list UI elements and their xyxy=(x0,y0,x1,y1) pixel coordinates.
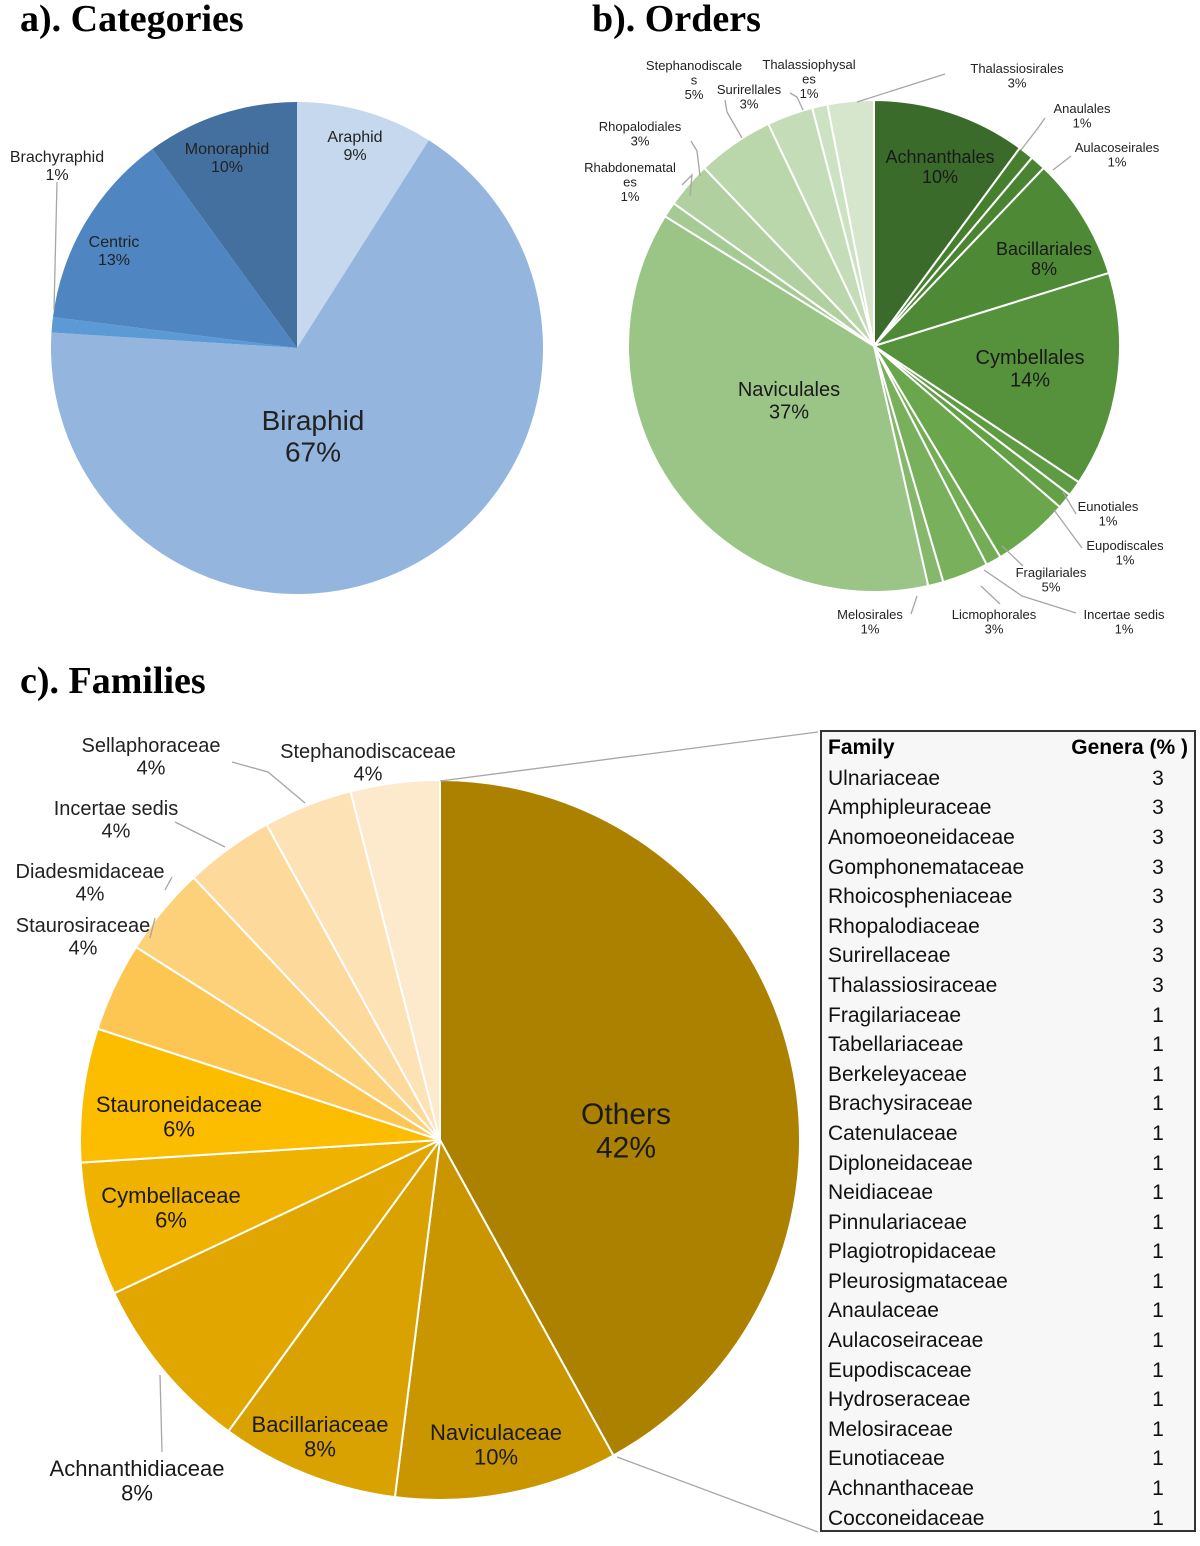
label-achnanthidiaceae: Achnanthidiaceae 8% xyxy=(49,1456,225,1506)
genera-percent: 1 xyxy=(1152,1477,1164,1501)
label-achnanthales: Achnanthales 10% xyxy=(885,147,995,188)
family-name: Diploneidaceae xyxy=(828,1151,973,1175)
family-name: Surirellaceae xyxy=(828,944,951,968)
panel-b-title: b). Orders xyxy=(592,0,761,40)
label-melosirales: Melosirales 1% xyxy=(837,607,903,637)
leader-brachyraphid xyxy=(54,182,57,310)
orders-pie xyxy=(628,100,1120,592)
panel-c-title: c). Families xyxy=(20,660,206,702)
genera-percent: 3 xyxy=(1152,973,1164,997)
label-rhopalodiales: Rhopalodiales 3% xyxy=(598,119,682,149)
label-centric: Centric 13% xyxy=(88,234,140,269)
table-row xyxy=(822,1119,1194,1149)
label-incertae-sedis: Incertae sedis 4% xyxy=(53,798,179,843)
table-row xyxy=(822,971,1194,1001)
family-name: Melosiraceae xyxy=(828,1417,953,1441)
family-name: Eupodiscaceae xyxy=(828,1358,972,1382)
label-biraphid: Biraphid 67% xyxy=(261,405,365,468)
label-brachyraphid: Brachyraphid 1% xyxy=(9,149,105,184)
table-row xyxy=(822,1385,1194,1415)
label-eupodiscales: Eupodiscales 1% xyxy=(1086,538,1164,568)
label-rhabdonematales: Rhabdonematal es 1% xyxy=(584,160,676,205)
genera-percent: 1 xyxy=(1152,1003,1164,1027)
table-row xyxy=(822,1149,1194,1179)
label-naviculales: Naviculales 37% xyxy=(737,379,841,424)
genera-percent: 1 xyxy=(1152,1506,1164,1530)
table-row xyxy=(822,1474,1194,1504)
label-monoraphid: Monoraphid 10% xyxy=(184,141,270,176)
table-row xyxy=(822,764,1194,794)
leader-licmophorales xyxy=(981,586,1000,604)
genera-percent: 1 xyxy=(1152,1062,1164,1086)
table-row xyxy=(822,1178,1194,1208)
leader-diadesmidaceae xyxy=(165,877,172,890)
table-row xyxy=(822,794,1194,824)
label-stauroneidaceae: Stauroneidaceae 6% xyxy=(95,1092,263,1142)
genera-percent: 1 xyxy=(1152,1092,1164,1116)
label-araphid: Araphid 9% xyxy=(327,129,383,164)
leader-thalassiosirales xyxy=(857,74,945,102)
table-row xyxy=(822,942,1194,972)
table-row xyxy=(822,1090,1194,1120)
label-cymbellaceae: Cymbellaceae 6% xyxy=(101,1183,241,1233)
label-cymbellales: Cymbellales 14% xyxy=(975,347,1085,392)
genera-percent: 3 xyxy=(1152,855,1164,879)
family-name: Catenulaceae xyxy=(828,1121,958,1145)
label-others: Others 42% xyxy=(580,1098,672,1165)
label-surirellales: Surirellales 3% xyxy=(716,82,782,112)
genera-percent: 1 xyxy=(1152,1240,1164,1264)
label-incertae-sedis: Incertae sedis 1% xyxy=(1083,607,1165,637)
leader-aulacoseirales xyxy=(1053,156,1071,170)
label-stephanodiscales: Stephanodiscale s 5% xyxy=(645,58,743,103)
label-aulacoseirales: Aulacoseirales 1% xyxy=(1074,140,1160,170)
families-table xyxy=(820,730,1196,1532)
family-name: Hydroseraceae xyxy=(828,1388,971,1412)
family-name: Aulacoseiraceae xyxy=(828,1329,984,1353)
categories-pie xyxy=(51,102,543,594)
label-stephanodiscaceae: Stephanodiscaceae 4% xyxy=(280,741,456,786)
family-name: Anomoeoneidaceae xyxy=(828,825,1015,849)
genera-percent: 1 xyxy=(1152,1269,1164,1293)
table-row xyxy=(822,1415,1194,1445)
table-row xyxy=(822,1326,1194,1356)
table-row xyxy=(822,1238,1194,1268)
table-row xyxy=(822,823,1194,853)
family-name: Tabellariaceae xyxy=(828,1033,964,1057)
genera-percent: 1 xyxy=(1152,1388,1164,1412)
family-name: Fragilariaceae xyxy=(828,1003,962,1027)
label-fragilariales: Fragilariales 5% xyxy=(1015,565,1087,595)
families-table-header xyxy=(822,732,1194,764)
family-name: Pinnulariaceae xyxy=(828,1210,967,1234)
genera-percent: 1 xyxy=(1152,1121,1164,1145)
label-bacillariaceae: Bacillariaceae 8% xyxy=(251,1412,389,1462)
family-name: Eunotiaceae xyxy=(828,1447,945,1471)
leader-anaulales xyxy=(1021,118,1045,150)
label-thalassiosirales: Thalassiosirales 3% xyxy=(970,61,1064,91)
family-name: Plagiotropidaceae xyxy=(828,1240,997,1264)
genera-percent: 3 xyxy=(1152,825,1164,849)
leader-melosirales xyxy=(911,596,917,614)
genera-percent: 1 xyxy=(1152,1417,1164,1441)
label-thalassiophysales: Thalassiophysal es 1% xyxy=(762,57,856,102)
genera-percent: 1 xyxy=(1152,1033,1164,1057)
family-name: Anaulaceae xyxy=(828,1299,939,1323)
genera-percent: 1 xyxy=(1152,1447,1164,1471)
label-bacillariales: Bacillariales 8% xyxy=(995,239,1093,280)
family-name: Achnanthaceae xyxy=(828,1477,974,1501)
table-row xyxy=(822,882,1194,912)
family-name: Ulnariaceae xyxy=(828,766,941,790)
genera-column-header: Genera (% ) xyxy=(1071,736,1188,759)
genera-percent: 3 xyxy=(1152,885,1164,909)
panel-a-title: a). Categories xyxy=(20,0,244,40)
family-name: Rhoicospheniaceae xyxy=(828,885,1013,909)
genera-percent: 1 xyxy=(1152,1210,1164,1234)
genera-percent: 3 xyxy=(1152,944,1164,968)
table-row xyxy=(822,1060,1194,1090)
leader-table-bottom xyxy=(617,1457,818,1532)
family-name: Gomphonemataceae xyxy=(828,855,1025,879)
table-row xyxy=(822,1297,1194,1327)
genera-percent: 1 xyxy=(1152,1151,1164,1175)
genera-percent: 1 xyxy=(1152,1299,1164,1323)
label-eunotiales: Eunotiales 1% xyxy=(1077,499,1139,529)
table-row xyxy=(822,1208,1194,1238)
family-name: Neidiaceae xyxy=(828,1181,934,1205)
table-row xyxy=(822,1356,1194,1386)
label-staurosiraceae: Staurosiraceae 4% xyxy=(15,915,151,960)
family-column-header: Family xyxy=(828,736,895,759)
family-name: Berkeleyaceae xyxy=(828,1062,967,1086)
family-name: Brachysiraceae xyxy=(828,1092,973,1116)
genera-percent: 1 xyxy=(1152,1181,1164,1205)
leader-sellaphoraceae xyxy=(232,762,305,803)
genera-percent: 1 xyxy=(1152,1358,1164,1382)
genera-percent: 3 xyxy=(1152,796,1164,820)
label-anaulales: Anaulales 1% xyxy=(1053,101,1111,131)
family-name: Rhopalodiaceae xyxy=(828,914,980,938)
family-name: Amphipleuraceae xyxy=(828,796,992,820)
table-row xyxy=(822,1267,1194,1297)
genera-percent: 3 xyxy=(1152,914,1164,938)
table-row xyxy=(822,912,1194,942)
table-row xyxy=(822,1445,1194,1475)
leader-table-top xyxy=(440,732,818,781)
genera-percent: 3 xyxy=(1152,766,1164,790)
label-licmophorales: Licmophorales 3% xyxy=(951,607,1037,637)
genera-percent: 1 xyxy=(1152,1329,1164,1353)
label-naviculaceae: Naviculaceae 10% xyxy=(429,1420,563,1470)
leader-incertae-sedis-fam xyxy=(175,822,225,847)
label-diadesmidaceae: Diadesmidaceae 4% xyxy=(15,861,165,906)
table-row xyxy=(822,1001,1194,1031)
table-row xyxy=(822,1030,1194,1060)
family-name: Thalassiosiraceae xyxy=(828,973,998,997)
table-row xyxy=(822,853,1194,883)
label-sellaphoraceae: Sellaphoraceae 4% xyxy=(81,735,221,780)
family-name: Pleurosigmataceae xyxy=(828,1269,1008,1293)
table-row xyxy=(822,1504,1194,1534)
leader-achnanthidiaceae xyxy=(160,1375,162,1452)
leader-eupodiscales xyxy=(1054,510,1082,548)
family-name: Cocconeidaceae xyxy=(828,1506,985,1530)
families-table-body xyxy=(822,764,1194,1533)
leader-rhopalodiales xyxy=(691,141,700,176)
